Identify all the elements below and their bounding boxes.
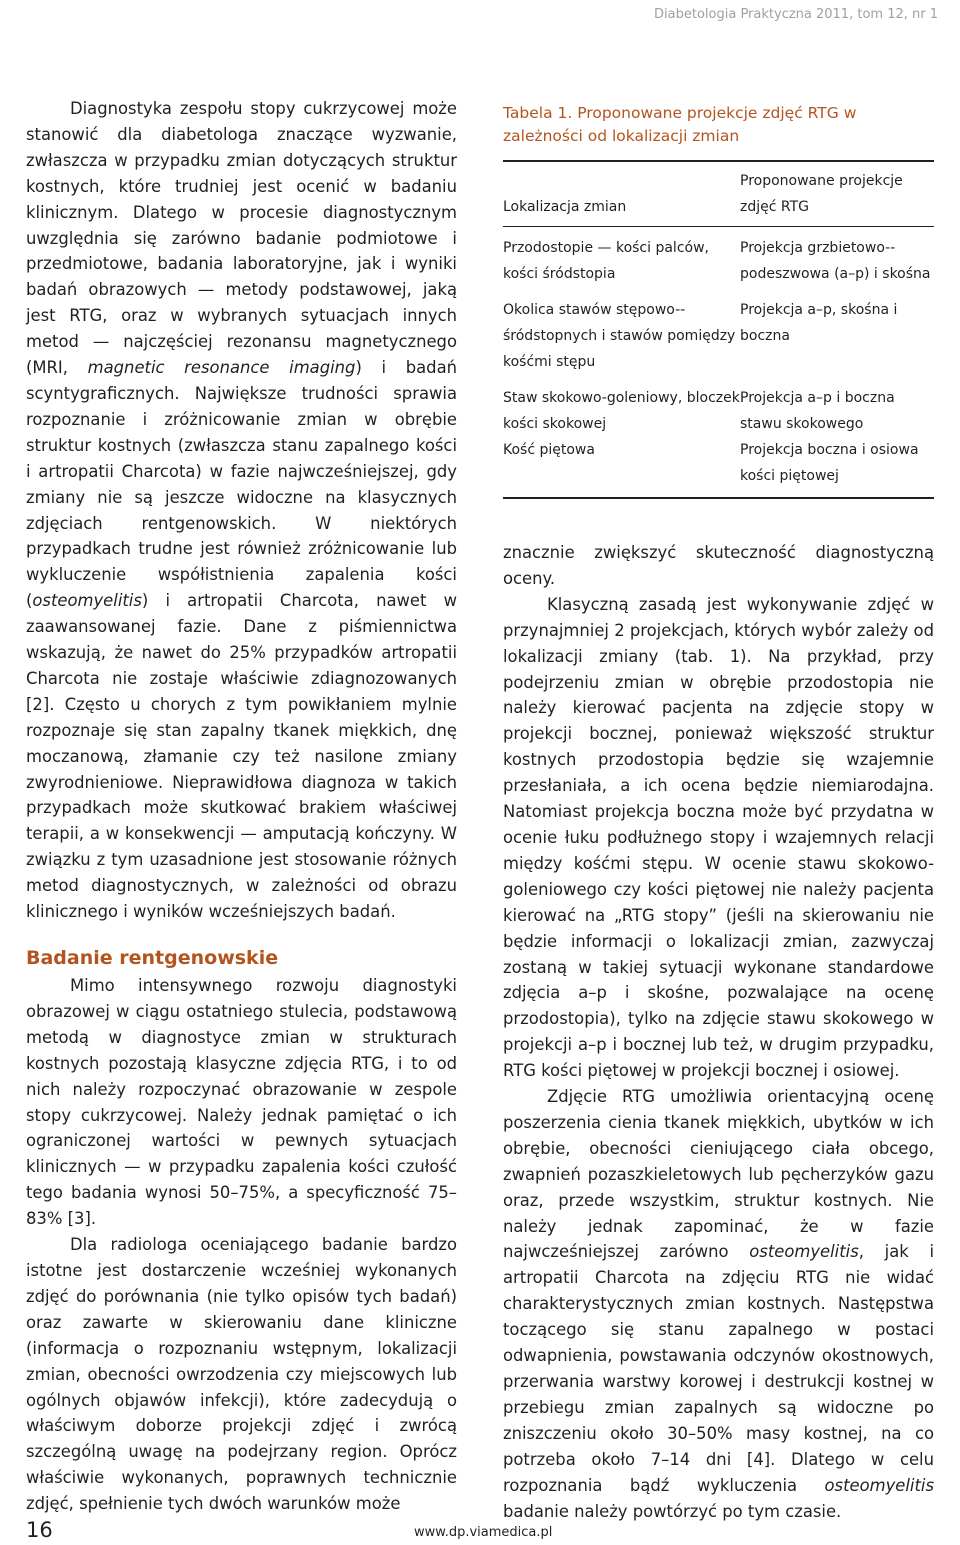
column-header: Lokalizacja zmian (503, 161, 740, 227)
table-row (503, 375, 934, 437)
text-run: badanie należy powtórzyć po tym czasie. (503, 1501, 842, 1521)
table-cell: Przodostopie — kości palców, kości śródstopia (503, 240, 709, 282)
table-caption-text: Proponowane projekcje zdjęć RTG w zależności od lokalizacji zmian (503, 104, 857, 145)
paragraph: Klasyczną zasadą jest wykonywanie zdjęć w przynajmniej 2 projekcjach, których wybór zależy od lokalizacji zmiany (tab. 1). Na przykład, przy podejrzeniu zmian w obrębie przodostopia nie należy kierować pacjenta na zdjęcie stopy w projekcji bocznej, ponieważ większość struktur kostnych przodostopia będzie się wzajemnie przesłaniała, a ich ocena będzie niemiarodajna. Natomiast projekcja boczna może być przydatna w ocenie łuku podłużnego stopy i wzajemnych relacji między kośćmi stępu. W ocenie stawu skokowo-goleniowego czy kości piętowej nie należy pacjenta kierować na „RTG stopy” (jeśli na skierowaniu nie będzie informacji o lokalizacji zmian, zazwyczaj zostaną w takiej sytuacji wykonane standardowe zdjęcia a–p i skośne, pozwalające na ocenę przodostopia), tylko na zdjęcie stawu skokowego w projekcji a–p i bocznej lub też, w drugim przypadku, RTG kości piętowej w projekcji bocznej i osiowej. (503, 594, 934, 1081)
paragraph: znacznie zwiększyć skuteczność diagnostyczną oceny. (503, 543, 934, 588)
page-number: 16 (26, 1518, 53, 1542)
table-row (503, 227, 934, 288)
text-run: ) i badań scyntygraficznych. Największe trudności sprawia rozpoznanie i zróżnicowanie zmian w obrębie struktur kostnych (zwłaszcza stanu zapalnego kości i artropatii Charcota) w fazie najwcześniejszej, gdy zmiany nie są jeszcze widoczne na klasycznych zdjęciach rentgenowskich. W niektórych przypadkach trudne jest również zróżnicowanie lub wykluczenie współistnienia zapalenia kości ( (26, 358, 458, 611)
table-cell: Kość piętowa (503, 437, 740, 498)
table-row (503, 437, 934, 498)
paragraph (503, 1084, 934, 1524)
italic-term: osteomyelitis (749, 1242, 859, 1262)
table-block (503, 102, 934, 499)
italic-term: osteomyelitis (32, 591, 142, 611)
intro-paragraph (26, 96, 457, 925)
paragraph: Dla radiologa oceniającego badanie bardzo istotne jest dostarczenie wcześniej wykonanych zdjęć do porównania (nie tylko opisów tych badań) oraz zawarte w skierowaniu dane kliniczne (informacja o rozpoznaniu wstępnym, lokalizacji zmian, obecności owrzodzenia czy miejscowych lub ogólnych objawów infekcji), które zadecydują o właściwym doborze projekcji zdjęć i zwrócą szczególną uwagę na podejrzany region. Oprócz właściwie wykonanych, poprawnych technicznie zdjęć, spełnienie tych dwóch warunków może (26, 1235, 457, 1514)
paragraph: Mimo intensywnego rozwoju diagnostyki obrazowej w ciągu ostatniego stulecia, podstawową metodą w diagnostyce zmian w strukturach kostnych pozostają klasyczne zdjęcia RTG, i to od nich należy rozpoczynać obrazowanie w zespole stopy cukrzycowej. Należy jednak pamiętać o ich ograniczonej wartości w pewnych sytuacjach klinicznych — w przypadku zapalenia kości czułość tego badania wynosi 50–75%, a specyficzność 75–83% [3]. (26, 976, 457, 1229)
text-run: Zdjęcie RTG umożliwia orientacyjną ocenę poszerzenia cienia tkanek miękkich, ubytków w ich obrębie, obecności cieniującego ciała obcego, zwapnień pozaszkieletowych lub pęcherzyków gazu oraz, przede wszystkim, struktur kostnych. Nie należy jednak zapominać, że w fazie najwcześniejszej zarówno (503, 1087, 934, 1262)
italic-term: osteomyelitis (824, 1475, 934, 1495)
running-head: Diabetologia Praktyczna 2011, tom 12, nr 1 (654, 7, 938, 22)
text-run: , jak i artropatii Charcota na zdjęciu RTG nie widać charakterystycznych zmian kostnych. Następstwa toczącego się stanu zapalnego w postaci odwapnienia, powstawania odczynów okostnowych, przerwania warstwy korowej i destrukcji kostnej w przebiegu zmian zapalnych są widoczne po zniszczeniu około 30–50% masy kostnej, na co potrzeba około 7–14 dni [4]. Dlatego w celu rozpoznania bądź wykluczenia (503, 1242, 934, 1495)
projection-table (503, 160, 934, 499)
text-run: Diagnostyka zespołu stopy cukrzycowej może stanowić dla diabetologa znaczące wyzwanie, zwłaszcza w przypadku zmian dotyczących struktur kostnych, które trudniej jest ocenić w badaniu klinicznym. Dlatego w procesie diagnostycznym uwzględnia się zarówno badanie podmiotowe i przedmiotowe, badania laboratoryjne, jak i wyniki badań obrazowych — metody podstawowej, jaką jest RTG, oraz w wybranych sytuacjach innych metod — najczęściej rezonansu magnetycznego (MRI, (26, 99, 457, 378)
table-cell: Projekcja a–p i boczna stawu skokowego (740, 390, 895, 432)
table-row (503, 287, 934, 375)
column-header: Proponowane projekcje zdjęć RTG (740, 161, 934, 227)
table-cell: Okolica stawów stępowo--śródstopnych i stawów pomiędzy kośćmi stępu (503, 302, 736, 370)
left-column (26, 96, 457, 1517)
table-caption (503, 102, 934, 148)
table-cell: Projekcja grzbietowo--podeszwowa (a–p) i skośna (740, 240, 931, 282)
right-column (503, 540, 934, 1524)
table-cell: Staw skokowo-goleniowy, bloczek kości skokowej (503, 390, 740, 432)
table-label: Tabela 1. (503, 104, 573, 122)
italic-term: magnetic resonance imaging (87, 358, 356, 378)
text-run: ) i artropatii Charcota, nawet w zaawansowanej fazie. Dane z piśmiennictwa wskazują, że nawet do 25% przypadków artropatii Charcota nie zostaje właściwie zdiagnozowanych [2]. Często u chorych z tym powikłaniem mylnie rozpoznaje się stan zapalny tkanek miękkich, dnę moczanową, złamanie czy też nasilone zmiany zwyrodnieniowe. Nieprawidłowa diagnoza w takich przypadkach może skutkować brakiem właściwej terapii, a w konsekwencji — amputacją kończyny. W związku z tym uzasadnione jest stosowanie różnych metod diagnostycznych, w zależności od obrazu klinicznego i wyników wcześniejszych badań. (26, 591, 457, 922)
section-title: Badanie rentgenowskie (26, 947, 279, 969)
table-cell: Projekcja a–p, skośna i boczna (740, 302, 898, 344)
table-cell: Projekcja boczna i osiowa kości piętowej (740, 437, 934, 498)
table-header-row (503, 161, 934, 227)
journal-url: www.dp.viamedica.pl (414, 1525, 553, 1540)
